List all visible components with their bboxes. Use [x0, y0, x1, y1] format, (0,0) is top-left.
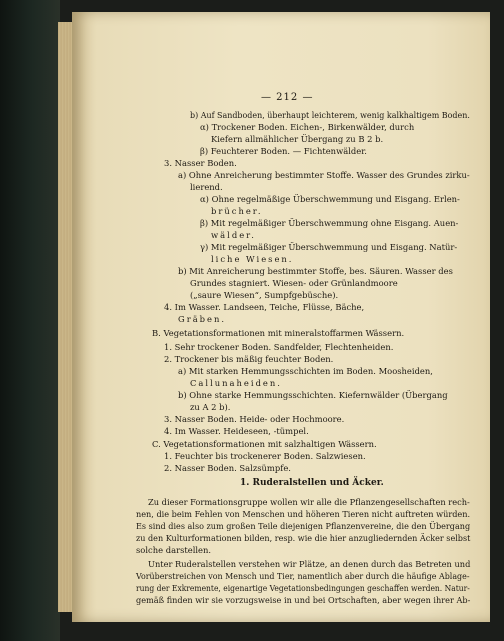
text-line: wälder. — [211, 230, 256, 240]
text-line: Callunaheiden. — [190, 378, 282, 388]
body-line: solche darstellen. — [136, 545, 212, 555]
book-cover — [0, 0, 60, 641]
text-line: C. Vegetationsformationen mit salzhaltigen Wässern. — [152, 439, 377, 449]
text-line: β) Feuchterer Boden. — Fichtenwälder. — [200, 146, 367, 156]
text-line: 3. Nasser Boden. Heide- oder Hochmoore. — [164, 414, 345, 424]
body-line: nen, die beim Fehlen von Menschen und höheren Tieren nicht auftreten würden. — [136, 509, 471, 519]
text-line: Kiefern allmählicher Übergang zu B 2 b. — [211, 134, 384, 144]
text-line: 2. Nasser Boden. Salzsümpfe. — [164, 463, 291, 473]
text-line: Grundes stagniert. Wiesen- oder Grünlandmoore — [190, 278, 398, 288]
text-line: γ) Mit regelmäßiger Überschwemmung und Eisgang. Natür- — [200, 242, 458, 252]
body-line: Es sind dies also zum großen Teile diejenigen Pflanzenvereine, die den Übergang — [136, 521, 471, 531]
text-line: Gräben. — [178, 314, 227, 324]
page-number: — 212 — — [261, 92, 314, 103]
body-line: zu den Kulturformationen bilden, resp. wie die hier anzugliedernden Äcker selbst — [136, 533, 471, 543]
book-page — [72, 12, 490, 622]
text-line: („saure Wiesen“, Sumpfgebüsche). — [190, 290, 339, 300]
text-line: 4. Im Wasser. Landseen, Teiche, Flüsse, Bäche, — [164, 302, 365, 312]
text-line: liche Wiesen. — [211, 254, 294, 264]
text-line: b) Ohne starke Hemmungsschichten. Kiefernwälder (Übergang — [178, 390, 448, 400]
text-line: α) Ohne regelmäßige Überschwemmung und Eisgang. Erlen- — [200, 194, 460, 204]
body-line: gemäß finden wir sie vorzugsweise in und bei Ortschaften, aber wegen ihrer Ab- — [136, 595, 471, 605]
text-line: b) Mit Anreicherung bestimmter Stoffe, bes. Säuren. Wasser des — [178, 266, 453, 276]
text-line: zu A 2 b). — [190, 402, 231, 412]
text-line: α) Trockener Boden. Eichen-, Birkenwälder, durch — [200, 122, 415, 132]
text-line: 2. Trockener bis mäßig feuchter Boden. — [164, 354, 334, 364]
text-line: β) Mit regelmäßiger Überschwemmung ohne Eisgang. Auen- — [200, 218, 459, 228]
body-line: Zu dieser Formationsgruppe wollen wir alle die Pflanzengesellschaften rech- — [148, 497, 470, 507]
text-line: B. Vegetationsformationen mit mineralstoffarmen Wässern. — [152, 328, 405, 338]
text-line: 3. Nasser Boden. — [164, 158, 237, 168]
body-line: Unter Ruderalstellen verstehen wir Plätze, an denen durch das Betreten und — [148, 559, 471, 569]
body-line: Vorüberstreichen von Mensch und Tier, namentlich aber durch die häufige Ablage- — [136, 571, 470, 581]
text-line: a) Mit starken Hemmungsschichten im Boden. Moosheiden, — [178, 366, 433, 376]
text-line: a) Ohne Anreicherung bestimmter Stoffe. Wasser des Grundes zirku- — [178, 170, 470, 180]
text-line: 4. Im Wasser. Heideseen, -tümpel. — [164, 426, 309, 436]
body-line: rung der Exkremente, eigenartige Vegetationsbedingungen geschaffen werden. Natur- — [136, 583, 470, 593]
text-line: brücher. — [211, 206, 263, 216]
section-heading: 1. Ruderalstellen und Äcker. — [240, 478, 384, 488]
text-line: lierend. — [190, 182, 223, 192]
text-line: 1. Sehr trockener Boden. Sandfelder, Flechtenheiden. — [164, 342, 394, 352]
text-line: 1. Feuchter bis trockenerer Boden. Salzwiesen. — [164, 451, 366, 461]
text-line: b) Auf Sandboden, überhaupt leichterem, wenig kalkhaltigem Boden. — [190, 110, 470, 120]
